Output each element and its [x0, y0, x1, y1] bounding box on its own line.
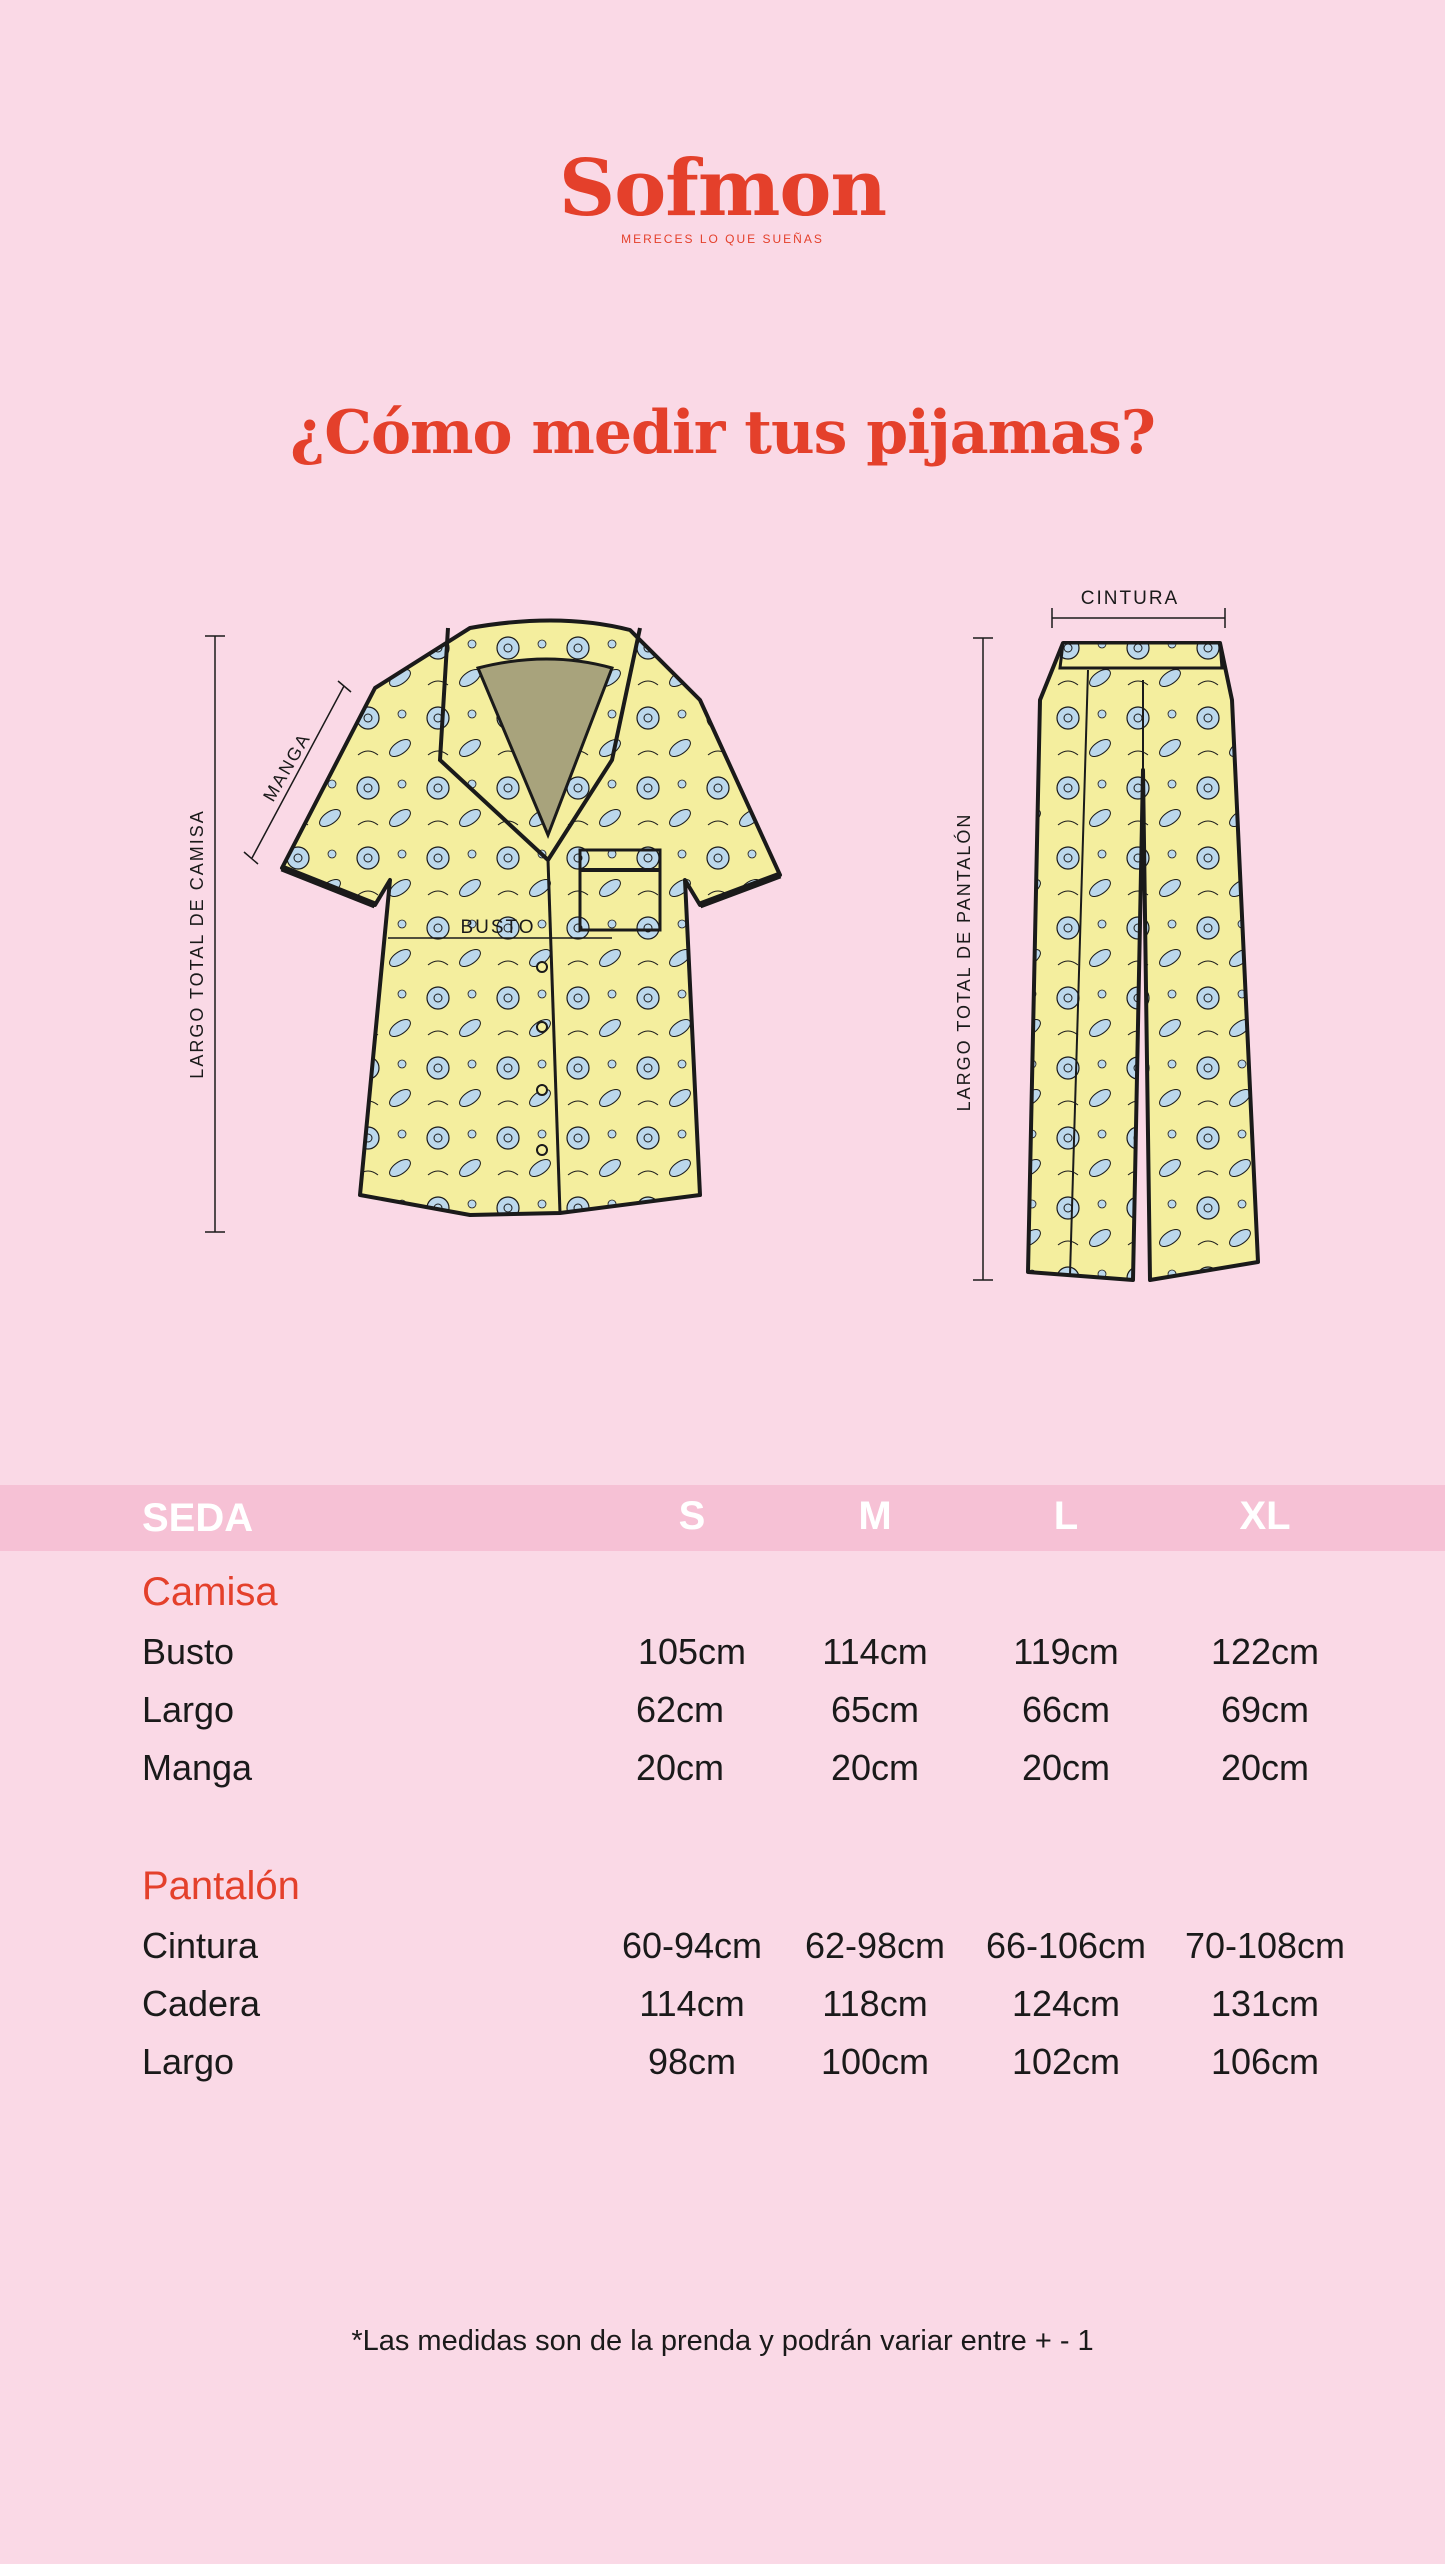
pants-length-label: LARGO TOTAL DE PANTALÓN: [954, 812, 974, 1112]
section-title-camisa: Camisa: [142, 1570, 278, 1614]
table-cell: 62cm: [635, 1689, 725, 1730]
table-cell: 102cm: [1011, 2041, 1121, 2082]
table-cell: 122cm: [1210, 1631, 1320, 1672]
bust-label: BUSTO: [460, 917, 536, 938]
row-label: Cintura: [142, 1925, 259, 1966]
table-cell: 65cm: [830, 1689, 920, 1730]
size-header-m: M: [858, 1494, 892, 1538]
table-cell: 20cm: [830, 1747, 920, 1788]
table-material-header: SEDA: [142, 1496, 254, 1540]
size-header-l: L: [1053, 1494, 1079, 1538]
pants-length-measure: [973, 638, 993, 1280]
table-cell: 100cm: [820, 2041, 930, 2082]
measurement-diagram: [0, 560, 1445, 1320]
table-cell: 70-108cm: [1184, 1925, 1346, 1966]
waist-measure: [1052, 608, 1225, 628]
table-cell: 62-98cm: [804, 1925, 946, 1966]
waist-label: CINTURA: [1080, 588, 1180, 609]
table-cell: 124cm: [1011, 1983, 1121, 2024]
table-cell: 20cm: [635, 1747, 725, 1788]
shirt-length-label: LARGO TOTAL DE CAMISA: [187, 809, 207, 1079]
table-cell: 66cm: [1021, 1689, 1111, 1730]
table-cell: 60-94cm: [621, 1925, 763, 1966]
row-label: Busto: [142, 1631, 235, 1672]
table-cell: 20cm: [1220, 1747, 1310, 1788]
table-cell: 114cm: [639, 1983, 745, 2024]
brand-tagline: MERECES LO QUE SUEÑAS: [621, 232, 824, 246]
brand-logo: [0, 143, 1445, 246]
section-title-pantalon: Pantalón: [142, 1864, 300, 1908]
table-cell: 106cm: [1210, 2041, 1320, 2082]
table-cell: 114cm: [822, 1631, 928, 1672]
shirt-length-measure: [205, 636, 225, 1232]
table-cell: 20cm: [1021, 1747, 1111, 1788]
table-cell: 69cm: [1220, 1689, 1310, 1730]
table-cell: 98cm: [647, 2041, 737, 2082]
size-header-s: S: [678, 1494, 706, 1538]
row-label: Largo: [142, 1689, 235, 1730]
table-cell: 105cm: [637, 1631, 747, 1672]
table-cell: 119cm: [1013, 1631, 1119, 1672]
pants-illustration: [1028, 643, 1258, 1280]
row-label: Manga: [142, 1747, 253, 1788]
brand-name: Sofmon: [558, 143, 887, 234]
sleeve-label: MANGA: [259, 729, 315, 805]
table-cell: 118cm: [822, 1983, 928, 2024]
row-label: Cadera: [142, 1983, 261, 2024]
page-title: ¿Cómo medir tus pijamas?: [290, 398, 1155, 468]
table-cell: 66-106cm: [985, 1925, 1147, 1966]
row-label: Largo: [142, 2041, 235, 2082]
footnote: *Las medidas son de la prenda y podrán variar entre + - 1: [351, 2325, 1094, 2357]
table-cell: 131cm: [1210, 1983, 1320, 2024]
size-header-xl: XL: [1239, 1494, 1291, 1538]
